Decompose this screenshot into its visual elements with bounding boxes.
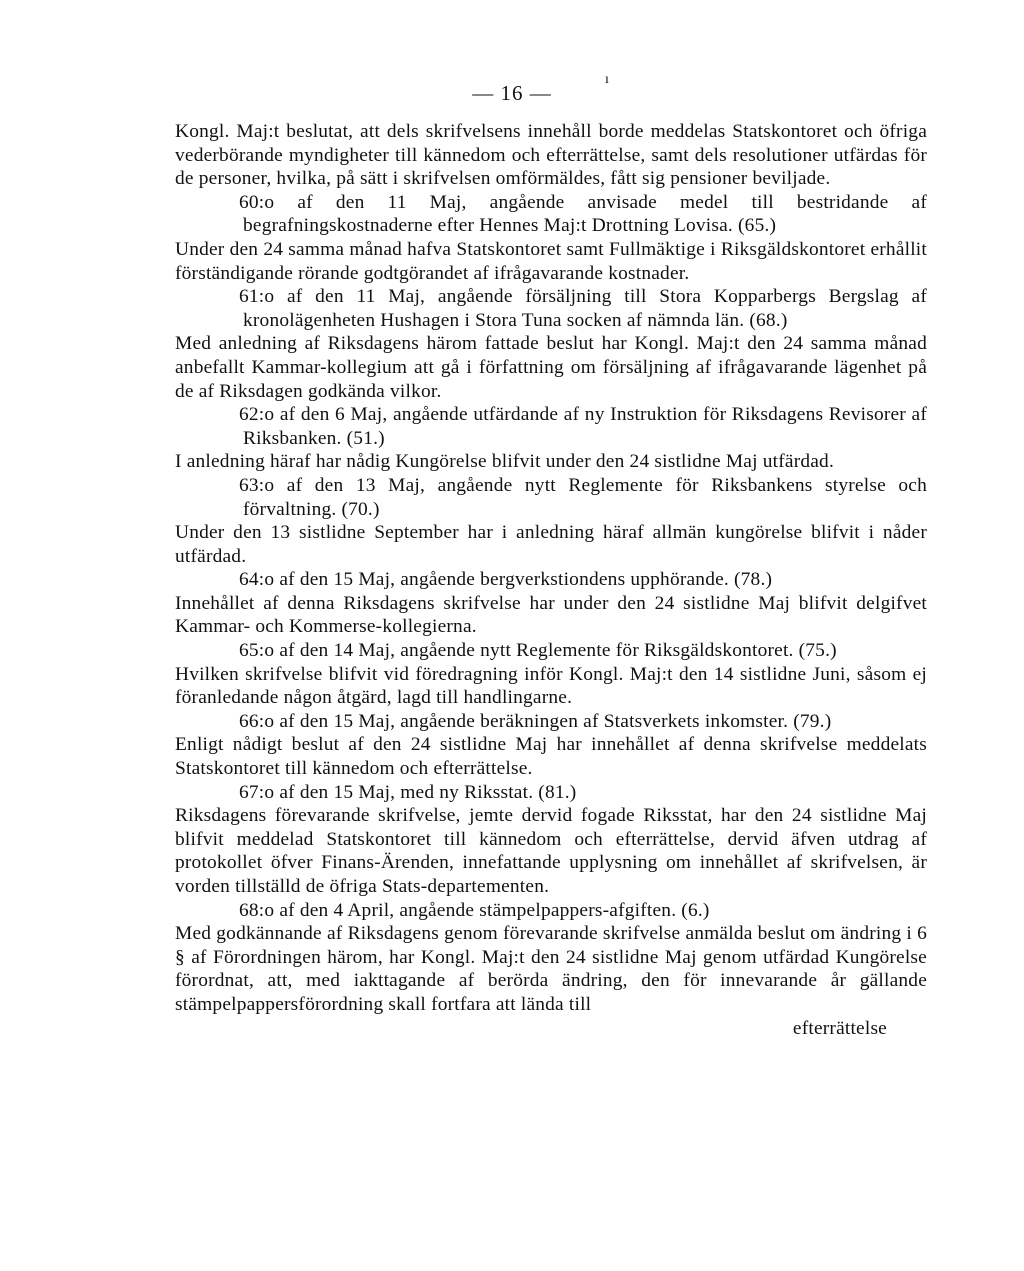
paragraph-item: 66:o af den 15 Maj, angående beräkningen af Statsverkets inkomster. (79.) [239,710,832,732]
page-header [0,72,1024,106]
paragraph-note: I anledning häraf har nådig Kungörelse blifvit under den 24 sistlidne Maj utfärdad. [175,451,834,473]
catchword: efterrättelse [792,1017,887,1039]
paragraph-item: 63:o af den 13 Maj, angående nytt Reglemente för Riksbankens styrelse och förvaltning. (70.) [239,474,927,520]
paragraph-note: Under den 24 samma månad hafva Statskontoret samt Fullmäktige i Riksgäldskontoret erhållit förständigande rörande godtgörandet af ifrågavarande kostnader. [175,238,927,284]
paragraph-note: Riksdagens förevarande skrifvelse, jemte dervid fogade Riksstat, har den 24 sistlidne Maj blifvit meddelad Statskontoret till kännedom och efterrättelse, dervid äfven utdrag af protokollet öfver Finans-Ärenden, innefattande upplysning om innehållet af skrifvelsen, är vorden tillställd de öfriga Stats-departementen. [175,805,927,897]
body-text [175,120,927,1040]
paragraph-item: 68:o af den 4 April, angående stämpelpappers-afgiften. (6.) [239,899,710,921]
paragraph-item: 65:o af den 14 Maj, angående nytt Reglemente för Riksgäldskontoret. (75.) [239,640,837,662]
paragraph-item: 60:o af den 11 Maj, angående anvisade medel till bestridande af begrafningskostnaderne efter Hennes Maj:t Drottning Lovisa. (65.) [239,191,927,237]
paragraph-note: Kongl. Maj:t beslutat, att dels skrifvelsens innehåll borde meddelas Statskontoret och öfriga vederbörande myndigheter till kännedom och efterrättelse, samt dels resolutioner utfärdas för de personer, hvilka, på sätt i skrifvelsen omförmäldes, fått sig pensioner beviljade. [175,121,927,190]
paragraph-item: 64:o af den 15 Maj, angående bergverkstiondens upphörande. (78.) [239,569,773,591]
paragraph-item: 62:o af den 6 Maj, angående utfärdande af ny Instruktion för Riksdagens Revisorer af Riksbanken. (51.) [239,404,927,449]
page-number: — 16 — [472,81,552,105]
paragraph-note: Enligt nådigt beslut af den 24 sistlidne Maj har innehållet af denna skrifvelse meddelats Statskontoret till kännedom och efterrättelse. [175,734,927,780]
paragraph-item: 61:o af den 11 Maj, angående försäljning till Stora Kopparbergs Bergslag af kronolägenheten Hushagen i Stora Tuna socken af nämnda län. (68.) [239,286,927,331]
paragraph-item: 67:o af den 15 Maj, med ny Riksstat. (81.) [239,781,577,803]
paragraph-note: Under den 13 sistlidne September har i anledning häraf allmän kungörelse blifvit i nåder utfärdad. [175,522,927,567]
paragraph-note: Innehållet af denna Riksdagens skrifvelse har under den 24 sistlidne Maj blifvit delgifvet Kammar- och Kommerse-kollegierna. [175,592,927,638]
paragraph-note: Med godkännande af Riksdagens genom förevarande skrifvelse anmälda beslut om ändring i 6 § af Förordningen härom, har Kongl. Maj:t den 24 sistlidne Maj genom utfärdad Kungörelse förordnat, att, med iakttagande af berörda ändring, den för innevarande år gällande stämpelpappersförordning skall fortfara att lända till [175,923,927,1015]
margin-mark: ı [605,72,610,87]
paragraph-note: Med anledning af Riksdagens härom fattade beslut har Kongl. Maj:t den 24 samma månad anbefallt Kammar-kollegium att gå i författning om försäljning af ifrågavarande lägenhet på de af Riksdagen godkända vilkor. [175,333,927,402]
paragraph-note: Hvilken skrifvelse blifvit vid föredragning inför Kongl. Maj:t den 14 sistlidne Juni, såsom ej föranledande någon åtgärd, lagd till handlingarne. [175,663,927,709]
